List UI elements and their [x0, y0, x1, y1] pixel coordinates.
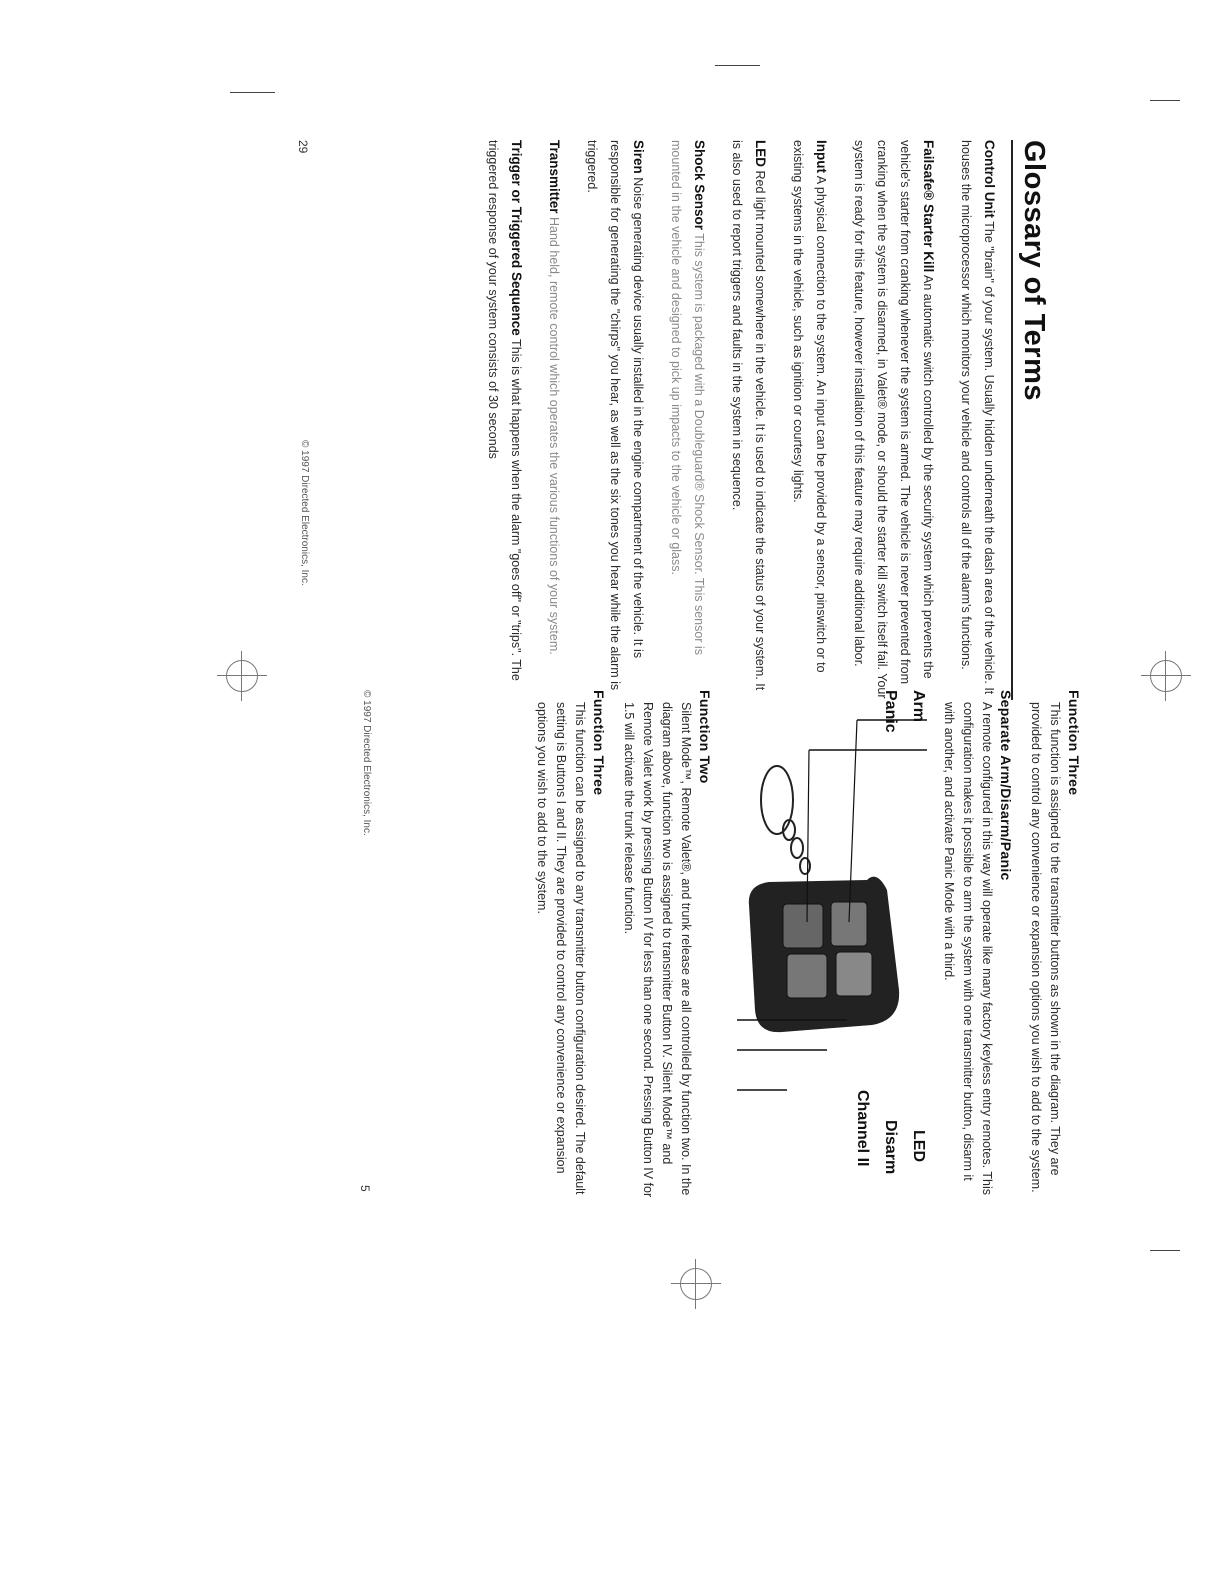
right-page-number: 5	[358, 1185, 372, 1192]
functions-page	[357, 690, 1082, 1200]
label-channel-ii: Channel II	[854, 1090, 871, 1167]
crop-mark-right-top	[1150, 100, 1180, 101]
crop-mark-top-center	[715, 65, 760, 66]
glossary-entry-transmitter: Transmitter Hand held, remote control which operates the various functions of your system.	[547, 140, 562, 655]
function-three-text: This function is assigned to the transmitter buttons as shown in the diagram. They are provided to control any convenience or expansion options you wish to add to the system.	[1029, 702, 1062, 1193]
separate-arm-disarm-heading: Separate Arm/Disarm/Panic	[998, 690, 1014, 881]
right-footer: © 1997 Directed Electronics, Inc.	[361, 690, 372, 836]
glossary-entry-control-unit: Control Unit The "brain" of your system. Usually hidden underneath the dash area of the vehicle. It houses the microprocessor which monitors your vehicle and controls all of the alarm's functions.	[959, 140, 997, 695]
function-two-text: Silent Mode™, Remote Valet®, and trunk release are all controlled by function two. In the diagram above, function two is assigned to transmitter Button IV. Silent Mode™ and Remote Valet work by pressing Button IV for less than one second. Pressing Button IV for 1.5 will activate the trunk release function.	[622, 702, 693, 1198]
glossary-entry-failsafe: Failsafe® Starter Kill An automatic switch controlled by the security system which prevents the vehicle's starter from cranking whenever the system is armed. The vehicle is never prevented from cranking when the system is disarmed, in Valet® mode, or should the starter kill switch itself fail. Your system is ready for this feature, however installation of this feature may require additional labor.	[852, 140, 936, 699]
title-underline	[1011, 140, 1013, 700]
remote-diagram	[727, 690, 927, 1190]
registration-mark-right	[1150, 660, 1182, 692]
registration-mark-bottom	[680, 1268, 712, 1300]
left-page-number: 29	[296, 140, 310, 154]
left-footer: © 1997 Directed Electronics, Inc.	[299, 440, 310, 586]
function-three-second-heading: Function Three	[591, 690, 607, 796]
registration-mark-left	[226, 660, 258, 692]
glossary-entry-input: Input A physical connection to the system. An input can be provided by a sensor, pinswitch or to existing systems in the vehicle, such as ignition or courtesy lights.	[791, 140, 829, 673]
crop-mark-top-left	[230, 92, 275, 93]
glossary-entry-trigger: Trigger or Triggered Sequence This is what happens when the alarm "goes off" or "trips". The triggered response of your system consists of 30 seconds	[486, 140, 524, 681]
label-disarm: Disarm	[882, 1120, 899, 1175]
glossary-page	[296, 140, 1050, 700]
glossary-entry-led: LED Red light mounted somewhere in the vehicle. It is used to indicate the status of your system. It is also used to report triggers and faults in the system in sequence.	[730, 140, 768, 691]
separate-arm-disarm-text: A remote configured in this way will operate like many factory keyless entry remotes. This configuration makes it possible to arm the system with one transmitter button, disarm it with another, and activate Panic Mode with a third.	[942, 702, 994, 1196]
glossary-entry-shock-sensor: Shock Sensor This system is packaged with a Doubleguard® Shock Sensor. This sensor is mounted in the vehicle and designed to pick up impacts to the vehicle or glass.	[669, 140, 707, 655]
remote-illustration	[727, 690, 927, 1190]
page-title: Glossary of Terms	[1018, 140, 1050, 402]
label-panic: Panic	[882, 690, 899, 733]
glossary-entry-siren: Siren Noise generating device usually installed in the engine compartment of the vehicle. It is responsible for generating the "chirps" you hear, as well as the six tones you hear while the alarm is triggered.	[585, 140, 646, 691]
label-arm: Arm	[910, 690, 927, 723]
function-two-heading: Function Two	[697, 690, 713, 784]
function-three-heading: Function Three	[1066, 690, 1082, 796]
crop-mark-right-bottom	[1150, 1250, 1180, 1251]
label-led: LED	[910, 1130, 927, 1162]
function-three-second-text: This function can be assigned to any transmitter button configuration desired. The default setting is Buttons I and II. They are provided to control any convenience or expansion options you wish to add to the system.	[535, 702, 587, 1195]
